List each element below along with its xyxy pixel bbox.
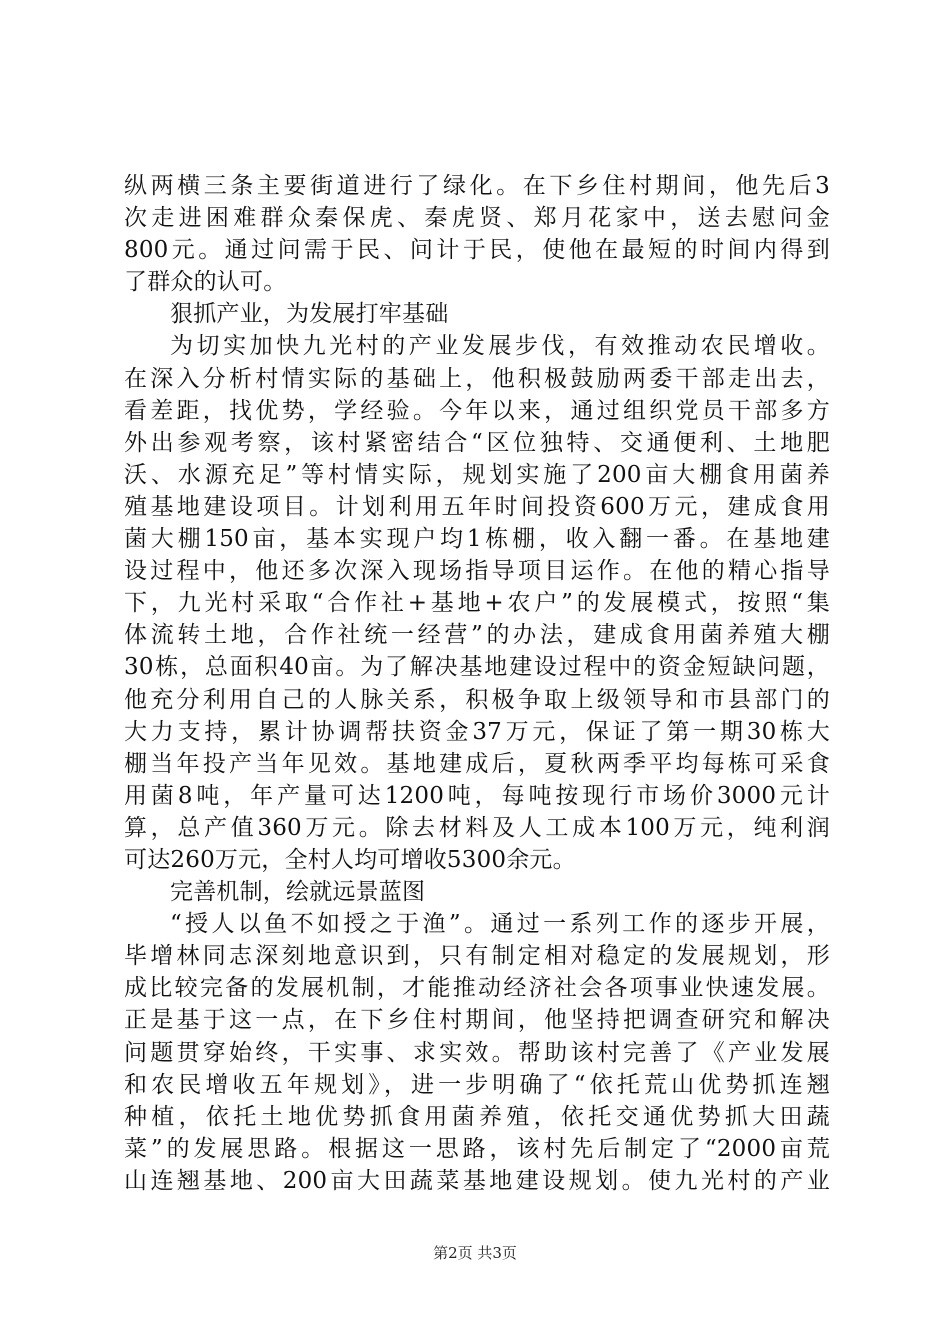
text-line: 沃、水源充足”等村情实际，规划实施了200亩大棚食用菌养 [124,461,830,488]
text-line: 大力支持，累计协调帮扶资金37万元，保证了第一期30栋大 [124,718,830,745]
document-body [124,170,830,1197]
text-line: 毕增林同志深刻地意识到，只有制定相对稳定的发展规划，形 [124,943,830,970]
text-line: “授人以鱼不如授之于渔”。通过一系列工作的逐步开展， [170,911,830,938]
text-line: 可达260万元，全村人均可增收5300余元。 [124,846,576,873]
text-line: 算，总产值360万元。除去材料及人工成本100万元，纯利润 [124,814,830,841]
text-line: 问题贯穿始终，干实事、求实效。帮助该村完善了《产业发展 [124,1039,830,1066]
text-line: 殖基地建设项目。计划利用五年时间投资600万元，建成食用 [124,493,830,520]
text-line: 正是基于这一点，在下乡住村期间，他坚持把调查研究和解决 [124,1007,830,1034]
text-line: 次走进困难群众秦保虎、秦虎贤、郑月花家中，送去慰问金 [124,205,830,232]
text-line: 设过程中，他还多次深入现场指导项目运作。在他的精心指导 [124,558,830,585]
text-line: 用菌8吨，年产量可达1200吨，每吨按现行市场价3000元计 [124,782,830,809]
text-line: 纵两横三条主要街道进行了绿化。在下乡住村期间，他先后3 [124,173,830,199]
text-line: 和农民增收五年规划》，进一步明确了“依托荒山优势抓连翘 [124,1071,830,1098]
text-line: 了群众的认可。 [124,269,287,296]
text-line: 成比较完备的发展机制，才能推动经济社会各项事业快速发展。 [124,975,830,1002]
text-line: 看差距，找优势，学经验。今年以来，通过组织党员干部多方 [124,397,830,424]
text-line: 体流转土地，合作社统一经营”的办法，建成食用菌养殖大棚 [124,622,830,649]
text-line: 他充分利用自己的人脉关系，积极争取上级领导和市县部门的 [124,686,830,713]
text-line: 山连翘基地、200亩大田蔬菜基地建设规划。使九光村的产业 [124,1167,830,1194]
text-line: 在深入分析村情实际的基础上，他积极鼓励两委干部走出去， [124,365,830,392]
text-line: 800元。通过问需于民、问计于民，使他在最短的时间内得到 [124,237,830,264]
text-line: 菌大棚150亩，基本实现户均1栋棚，收入翻一番。在基地建 [124,526,830,553]
text-line: 30栋，总面积40亩。为了解决基地建设过程中的资金短缺问题， [124,654,830,681]
text-line: 外出参观考察，该村紧密结合“区位独特、交通便利、土地肥 [124,429,830,456]
text-line: 菜”的发展思路。根据这一思路，该村先后制定了“2000亩荒 [124,1135,830,1162]
text-line: 棚当年投产当年见效。基地建成后，夏秋两季平均每栋可采食 [124,750,830,777]
text-line: 种植，依托土地优势抓食用菌养殖，依托交通优势抓大田蔬 [124,1103,830,1130]
text-line: 下，九光村采取“合作社+基地+农户”的发展模式，按照“集 [124,590,830,617]
page-number-label: 第2页 共3页 [433,1244,517,1262]
section-heading: 完善机制，绘就远景蓝图 [170,879,426,906]
page-footer [0,1242,950,1263]
section-heading: 狠抓产业，为发展打牢基础 [170,301,449,328]
text-line: 为切实加快九光村的产业发展步伐，有效推动农民增收。 [170,333,830,360]
